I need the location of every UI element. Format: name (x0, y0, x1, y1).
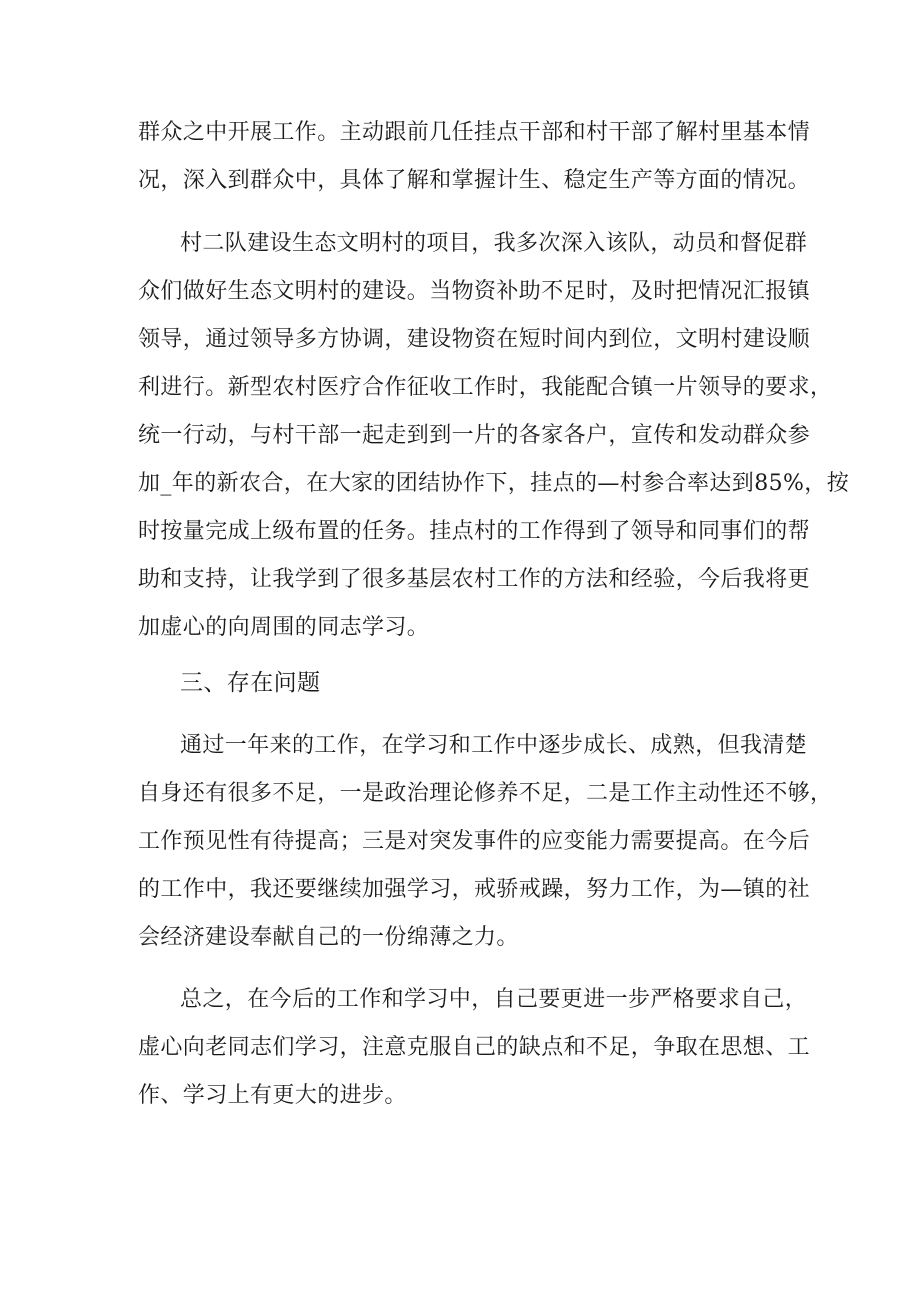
paragraph-3-line-4: 的工作中，我还要继续加强学习，戒骄戒躁，努力工作，为—镇的社 (138, 877, 811, 902)
paragraph-4-line-1: 总之，在今后的工作和学习中，自己要更进一步严格要求自己， (180, 987, 808, 1012)
section-heading: 三、存在问题 (180, 670, 321, 696)
paragraph-3-line-1: 通过一年来的工作，在学习和工作中逐步成长、成熟，但我清楚 (180, 733, 808, 758)
paragraph-2-line-3: 领导，通过领导多方协调，建设物资在短时间内到位，文明村建设顺 (138, 327, 811, 352)
paragraph-1-line-2: 况，深入到群众中，具体了解和掌握计生、稳定生产等方面的情况。 (138, 168, 811, 193)
paragraph-2-line-1: 村二队建设生态文明村的项目，我多次深入该队，动员和督促群 (180, 231, 808, 256)
paragraph-2-line-8: 助和支持，让我学到了很多基层农村工作的方法和经验，今后我将更 (138, 567, 811, 592)
paragraph-2-line-4: 利进行。新型农村医疗合作征收工作时，我能配合镇一片领导的要求， (138, 375, 833, 400)
paragraph-2-line-2: 众们做好生态文明村的建设。当物资补助不足时，及时把情况汇报镇 (138, 279, 811, 304)
paragraph-1-line-1: 群众之中开展工作。主动跟前几任挂点干部和村干部了解村里基本情 (138, 120, 811, 145)
paragraph-2-line-9: 加虚心的向周围的同志学习。 (138, 615, 430, 640)
paragraph-2-line-5: 统一行动，与村干部一起走到到一片的各家各户，宣传和发动群众参 (138, 423, 811, 448)
paragraph-3-line-2: 自身还有很多不足，一是政治理论修养不足，二是工作主动性还不够， (138, 781, 833, 806)
paragraph-3-line-5: 会经济建设奉献自己的一份绵薄之力。 (138, 925, 519, 950)
paragraph-2-line-6: 加_年的新农合，在大家的团结协作下，挂点的—村参合率达到85%，按 (138, 471, 850, 496)
paragraph-4-line-3: 作、学习上有更大的进步。 (138, 1083, 407, 1108)
paragraph-4-line-2: 虚心向老同志们学习，注意克服自己的缺点和不足，争取在思想、工 (138, 1035, 811, 1060)
paragraph-3-line-3: 工作预见性有待提高；三是对突发事件的应变能力需要提高。在今后 (138, 829, 811, 854)
paragraph-2-line-7: 时按量完成上级布置的任务。挂点村的工作得到了领导和同事们的帮 (138, 519, 811, 544)
